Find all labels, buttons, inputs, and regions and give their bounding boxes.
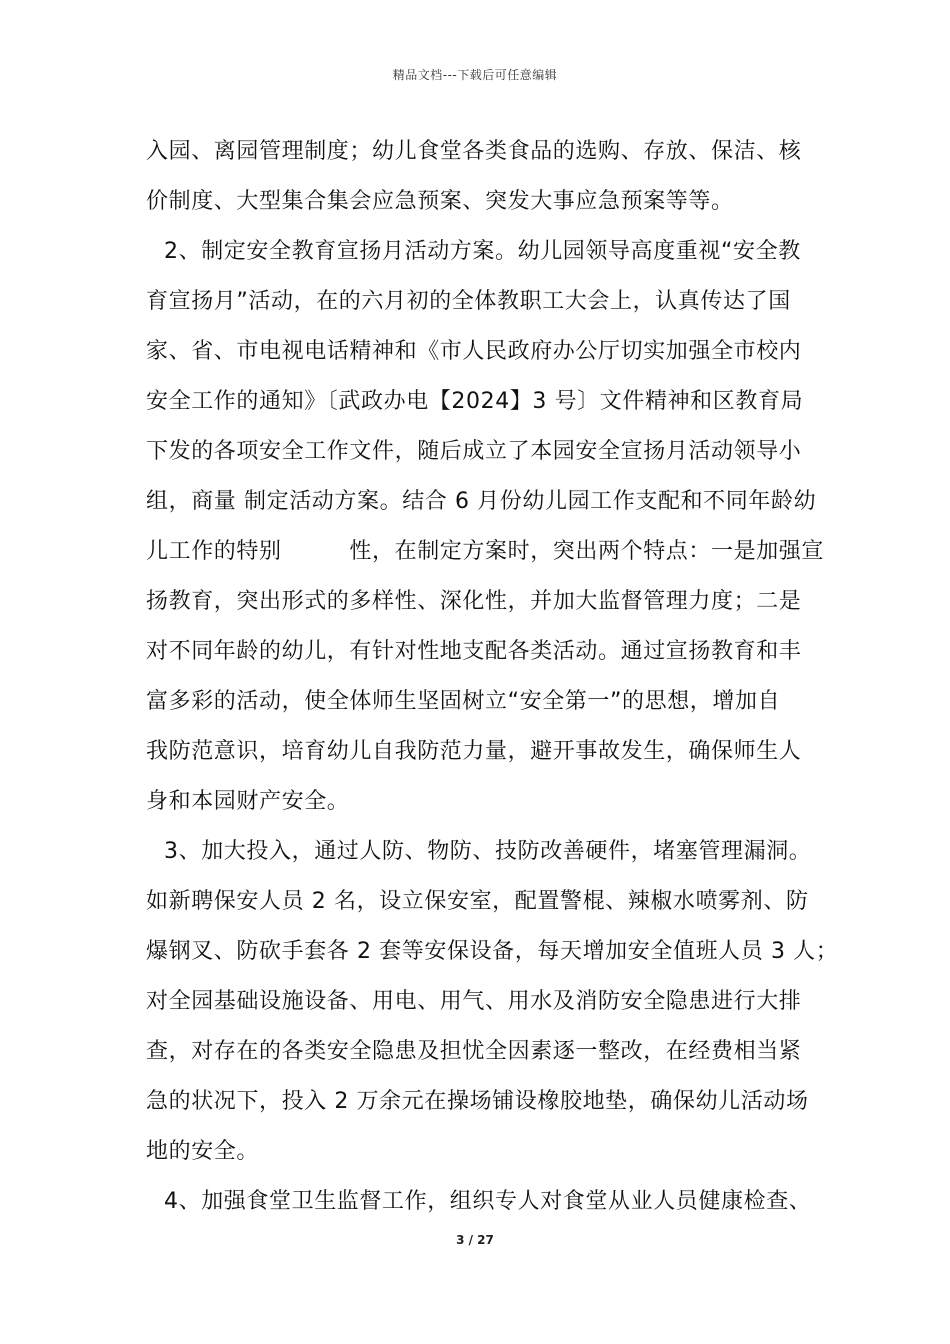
body-line-1: 入园、离园管理制度；幼儿食堂各类食品的选购、存放、保洁、核 (146, 139, 802, 164)
body-line-4: 育宣扬月”活动，在的六月初的全体教职工大会上，认真传达了国 (146, 289, 791, 314)
body-line-12: 富多彩的活动，使全体师生坚固树立“安全第一”的思想，增加自 (146, 689, 781, 714)
body-line-9: 儿工作的特别 性，在制定方案时，突出两个特点：一是加强宣 (146, 539, 825, 564)
body-line-21: 地的安全。 (146, 1139, 260, 1164)
body-line-5: 家、省、市电视电话精神和《市人民政府办公厅切实加强全市校内 (146, 339, 802, 364)
body-line-3: 2、制定安全教育宣扬月活动方案。幼儿园领导高度重视“安全教 (164, 239, 801, 264)
body-line-17: 爆钢叉、防砍手套各 2 套等安保设备，每天增加安全值班人员 3 人； (146, 939, 839, 964)
body-line-7: 下发的各项安全工作文件，随后成立了本园安全宣扬月活动领导小 (146, 439, 802, 464)
body-line-6: 安全工作的通知》〔武政办电【2024】3 号〕文件精神和区教育局 (146, 389, 804, 414)
body-line-2: 价制度、大型集合集会应急预案、突发大事应急预案等等。 (146, 189, 734, 214)
body-line-11: 对不同年龄的幼儿，有针对性地支配各类活动。通过宣扬教育和丰 (146, 639, 802, 664)
body-line-18: 对全园基础设施设备、用电、用气、用水及消防安全隐患进行大排 (146, 989, 802, 1014)
body-line-8: 组，商量 制定活动方案。结合 6 月份幼儿园工作支配和不同年龄幼 (146, 489, 817, 514)
body-line-10: 扬教育，突出形式的多样性、深化性，并加大监督管理力度；二是 (146, 589, 802, 614)
body-line-19: 查，对存在的各类安全隐患及担忧全因素逐一整改，在经费相当紧 (146, 1039, 802, 1064)
page-header: 精品文档---下载后可任意编辑 (392, 68, 558, 82)
body-line-14: 身和本园财产安全。 (146, 789, 350, 814)
document-body (146, 127, 839, 1227)
page-number: 3 / 27 (456, 1233, 494, 1247)
body-line-20: 急的状况下，投入 2 万余元在操场铺设橡胶地垫，确保幼儿活动场 (146, 1089, 809, 1114)
body-line-22: 4、加强食堂卫生监督工作，组织专人对食堂从业人员健康检查、 (164, 1189, 812, 1214)
body-line-13: 我防范意识，培育幼儿自我防范力量，避开事故发生，确保师生人 (146, 739, 802, 764)
body-line-16: 如新聘保安人员 2 名，设立保安室，配置警棍、辣椒水喷雾剂、防 (146, 889, 809, 914)
body-line-15: 3、加大投入，通过人防、物防、技防改善硬件，堵塞管理漏洞。 (164, 839, 812, 864)
